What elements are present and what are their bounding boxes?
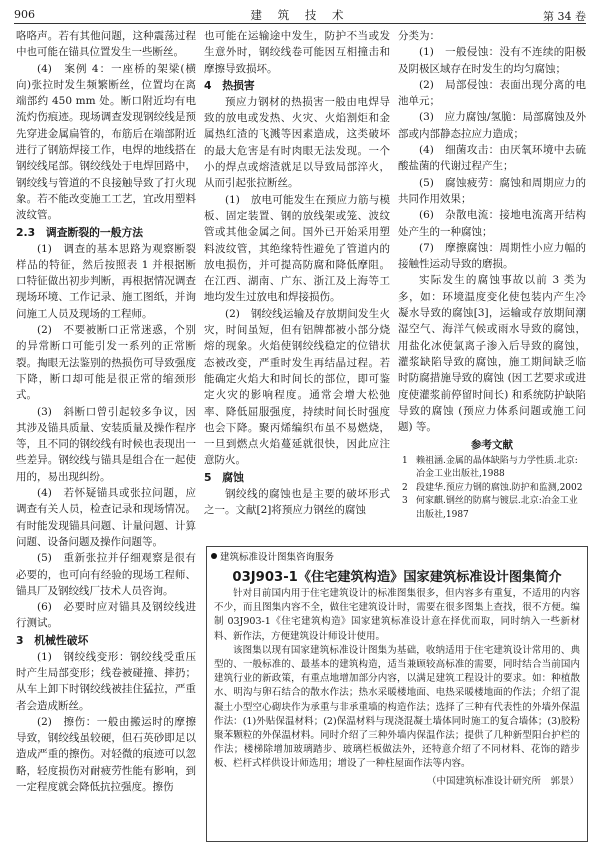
list-item: (4) 细菌攻击：由厌氧环境中去硫酸盐菌的代谢过程产生； (398, 144, 586, 173)
section-heading: 4 热损害 (204, 78, 255, 92)
notice-tag: 建筑标准设计图集咨询服务 (207, 547, 587, 565)
reference-item: 3 何家麒.钢丝的防腐与镀层.北京:冶金工业出版社,1987 (402, 496, 578, 520)
reference-item: 1 赖祖涵.金属的晶体缺陷与力学性质.北京:冶金工业出版社,1988 (402, 455, 578, 480)
paragraph: 分类为： (398, 30, 440, 42)
list-item: (3) 应力腐蚀/氢脆：局部腐蚀及外部或内部静态拉应力造成； (398, 111, 586, 140)
notice-signature: （中国建筑标准设计研究所 郭景） (426, 775, 579, 787)
section-heading: 2.3 调查断裂的一般方法 (16, 225, 144, 239)
journal-title: 建 筑 技 术 (250, 8, 350, 22)
paragraph: (1) 钢绞线变形：钢绞线受重压时产生局部变形；线卷被碰撞、摔扔；从车上卸下时钢绞线被挂住猛拉，严重者会造成断丝。 (16, 650, 196, 712)
right-column (398, 28, 586, 522)
paragraph: (1) 调查的基本思路为观察断裂样品的特征，然后按照表 1 并根据断口特征做出初步判断，再根据情况调查现场环境、工作记录、施工图纸，并询问施工人员及现场的工程师。 (16, 242, 196, 320)
paragraph: 预应力钢材的热损害一般由电焊导致的放电或发热、火灾、火焰割炬和金属热红渣的飞溅等因素造成，这类破坏的最大危害是有时肉眼无法发现。一个小的焊点或熔渣就足以导致局部淬火，从而引起张拉断丝。 (204, 95, 390, 190)
paragraph: 咯咯声。若有其他问题，这种震荡过程中也可能在锚具位置发生一些断丝。 (16, 30, 196, 59)
paragraph: (2) 不要被断口正常迷惑，个别的异常断口可能引发一系列的正常断裂。掏眼无法鉴别的热损伤可导致强度下降，断口却可能是很正常的缩颈形式。 (16, 324, 196, 402)
paragraph: (4) 若怀疑锚具或张拉问题，应调查有关人员，检查记录和现场情况。有时能发现锚具问题、计量问题、计算问题、设备问题及操作问题等。 (16, 487, 196, 548)
paragraph: (2) 擦伤：一般由搬运时的摩擦导致，钢绞线虽较硬，但石英砂即足以造成严重的擦伤。对轻微的痕迹可以忽略，轻度损伤对耐疲劳性能有影响，到一定程度就会降低抗拉强度。擦伤 (16, 715, 196, 794)
section-heading: 3 机械性破坏 (16, 633, 89, 647)
notice-body (207, 587, 587, 772)
list-item: (5) 腐蚀疲劳：腐蚀和周期应力的共同作用效果； (398, 176, 586, 205)
references-heading: 参考文献 (471, 439, 513, 452)
section-heading: 5 腐蚀 (204, 470, 244, 484)
paragraph: (5) 重新张拉并仔细观察是很有必要的，也可向有经验的现场工程师、锚具厂及钢绞线厂技术人员咨询。 (16, 552, 196, 597)
paragraph: 钢绞线的腐蚀也是主要的破坏形式之一。文献[2]将预应力钢丝的腐蚀 (204, 487, 390, 517)
left-column (16, 28, 196, 795)
volume-label: 第 34 卷 (543, 10, 586, 23)
reference-item: 2 段建华.预应力钢的腐蚀.防护和监测,2002 (402, 482, 583, 493)
paragraph: 该图集以现有国家建筑标准设计图集为基础，收纳适用于住宅建筑设计常用的、典型的、一般标准的、最基本的建筑构造，适当兼顾较高标准的需要，同时结合当前国内建筑行业的新政策，有重点地增加部分内容，以满足建筑工程设计的要求。如：种植散水、明沟与卵石结合的散水作法；热水采暖楼地面、电热采暖楼地面的作法；介绍了混凝土小型空心砌块作为承重与非承重墙的构造作法；选择了三种有代表性的外墙外保温作法：(1)外贴保温材料；(2)保温材料与现浇混凝土墙体同时施工的复合墙体；(3)胶粉聚苯颗粒的外保温材料。同时介绍了三种外墙内保温作法；提供了几种新型阳台护栏的作法；楼梯除增加玻璃踏步、玻璃栏板做法外，还特意介绍了不同材料、花饰的踏步板、栏杆式样供设计师选用；增设了一种柱屋面作法等内容。 (214, 644, 580, 770)
paragraph: 针对目前国内用于住宅建筑设计的标准图集很多，但内容多有重复，不适用的内容不少，而且图集内容不全，做住宅建筑设计时，需要在很多图集上查找，很不方便。编制 03J903-1《住宅建筑构造》国家建筑标准设计意在择优而取，同时纳入一些新材料、新作法，方便建筑设计师设计使用。 (214, 588, 580, 642)
paragraph: (4) 案例 4：一座桥的架梁(横向)张拉时发生频繁断丝，位置均在离端部约 450 mm 处。断口附近均有电流灼伤痕迹。现场调查发现钢绞线是预先穿进金属扁管的，布筋后在端部附近进行了钢筋焊接工作，电焊的地线搭在钢绞线尾部。钢绞线处于电焊回路中，钢绞线与管道的不良接触导致了打火现象。若不能改变施工工艺，宜改用塑料波纹管。 (16, 62, 196, 222)
middle-column (204, 28, 390, 553)
bullet-icon (211, 553, 217, 559)
paragraph: (1) 放电可能发生在预应力筋与模板、固定装置、钢的放线架或笼、波纹管或其他金属之间。国外已开始采用塑料波纹管，其绝缘特性避免了管道内的放电损伤，并可提高防腐和降低摩阻。在江西、湖南、广东、浙江及上海等工地均发生过放电和焊接损伤。 (204, 193, 390, 304)
list-item: (2) 局部侵蚀：表面出现分离的电池单元； (398, 78, 586, 108)
paragraph: (6) 必要时应对锚具及钢绞线进行测试。 (16, 601, 196, 630)
list-item: (7) 摩擦腐蚀：周期性小应力幅的接触性运动导致的磨损。 (398, 241, 586, 271)
list-item: (1) 一般侵蚀：没有不连续的阳极及阴极区域存在时发生的均匀腐蚀； (398, 46, 586, 75)
paragraph: (2) 钢绞线运输及存放期间发生火灾，时间虽短，但有铝牌都被小部分烧熔的现象。火焰使钢绞线稳定的位错状态被改变，严重时发生再结晶过程。若能确定火焰大和时间长的部位，即可鉴定火灾的影响程度。通常会增大松弛率、降低屈服强度，持续时间长时强度也会下降。聚丙烯编织布虽不易燃烧，一旦到燃点火焰蔓延就很快，因此应注意防火。 (204, 307, 390, 467)
notice-box (206, 546, 588, 842)
notice-title: 03J903-1《住宅建筑构造》国家建筑标准设计图集简介 (232, 570, 562, 585)
paragraph: 也可能在运输途中发生，防护不当或发生意外时，钢绞线卷可能因互相撞击和摩擦导致损坏。 (204, 30, 390, 75)
page-header (14, 6, 586, 24)
paragraph: 实际发生的腐蚀事故以前 3 类为多，如：环境温度变化使包装内产生冷凝水导致的腐蚀[3]，运输或存放期间潮湿空气、海洋气候或雨水导致的腐蚀，用盐化冰使氯离子渗入后导致的腐蚀，灌浆缺陷导致的腐蚀，施工期间缺乏临时防腐措施导致的腐蚀 (因工艺要求或进度使灌浆前停留时间长) 和系统防护缺陷导致的腐蚀 (预应力体系问题或施工问题) 等。 (398, 274, 586, 434)
paragraph: (3) 斜断口曾引起较多争议，因其涉及锚具质量、安装质量及操作程序等，且不同的钢绞线有时候也表现出一些差异。钢绞线与锚具是组合在一起使用的，易出现纠纷。 (16, 405, 196, 483)
page-number: 906 (14, 8, 35, 21)
list-item: (6) 杂散电流：接地电流离开结构处产生的一种腐蚀； (398, 209, 586, 238)
